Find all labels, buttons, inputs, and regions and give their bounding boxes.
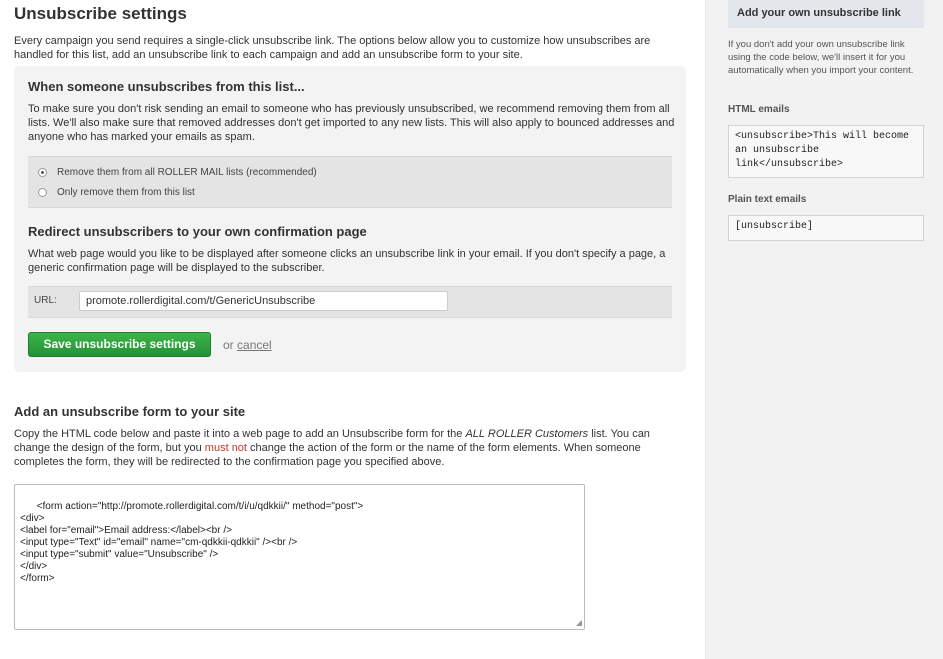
resize-grip-icon[interactable]: ◢ <box>575 618 582 627</box>
form-section-heading: Add an unsubscribe form to your site <box>14 404 246 419</box>
form-code: <form action="http://promote.rollerdigital.com/t/i/u/qdkkii/" method="post"> <div> <label for="email">Email address:</label><br /> <input type="Text" id="email" name="cm-qdkkii-qdkkii" /><br /> <input type="submit" value="Unsubscribe" /> </div> </form> <box>20 501 364 584</box>
list-name: ALL ROLLER Customers <box>465 428 589 440</box>
option-remove-all-label: Remove them from all ROLLER MAIL lists (recommended) <box>57 166 317 178</box>
page-intro: Every campaign you send requires a single-click unsubscribe link. The options below allow you to customize how unsubscribes are handled for this list, add an unsubscribe link to each campaign and add an unsubscribe form to your site. <box>14 35 651 61</box>
desc-part-1: Copy the HTML code below and paste it into a web page to add an Unsubscribe form for the <box>14 428 466 440</box>
form-code-textarea[interactable] <box>14 484 585 630</box>
redirect-heading: Redirect unsubscribers to your own confirmation page <box>28 224 367 239</box>
page-title: Unsubscribe settings <box>14 4 187 23</box>
url-row <box>28 286 672 318</box>
url-label: URL: <box>34 295 57 306</box>
html-emails-label: HTML emails <box>728 104 790 115</box>
option-remove-all[interactable] <box>38 165 317 179</box>
form-section-description <box>14 427 686 469</box>
desc-part-2: list. You can change the design of the form, but you <box>14 428 650 454</box>
radio-remove-all[interactable] <box>38 168 47 177</box>
desc-part-3: change the action of the form or the name of the form elements. When someone completes the form, they will be redirected to the confirmation page you specified above. <box>14 442 641 468</box>
unsubscribe-settings-panel <box>14 66 686 372</box>
sidebar-text: If you don't add your own unsubscribe link using the code below, we'll insert it for you automatically when you import your content. <box>728 39 914 76</box>
save-unsubscribe-settings-button[interactable]: Save unsubscribe settings <box>28 332 211 357</box>
unsubscribe-options <box>28 156 672 208</box>
cancel-link[interactable]: cancel <box>237 338 272 352</box>
option-remove-this-list-label: Only remove them from this list <box>57 186 195 198</box>
or-cancel <box>223 338 272 352</box>
plain-text-emails-label: Plain text emails <box>728 194 807 205</box>
or-text: or <box>223 338 234 352</box>
html-emails-code[interactable]: <unsubscribe>This will become an unsubscribe link</unsubscribe> <box>728 125 924 178</box>
unsubscribe-heading: When someone unsubscribes from this list... <box>28 79 305 94</box>
sidebar-heading: Add your own unsubscribe link <box>728 0 924 28</box>
redirect-url-input[interactable] <box>79 291 448 311</box>
option-remove-this-list[interactable] <box>38 185 195 199</box>
plain-text-emails-code[interactable]: [unsubscribe] <box>728 215 924 241</box>
sidebar <box>705 0 943 659</box>
redirect-description: What web page would you like to be displayed after someone clicks an unsubscribe link in your email. If you don't specify a page, a generic confirmation page will be displayed to the subscriber. <box>28 248 666 274</box>
unsubscribe-description: To make sure you don't risk sending an email to someone who has previously unsubscribed, we recommend removing them from all lists. We'll also make sure that removed addresses don't get imported to any new lists. This will also apply to bounced addresses and anyone who has marked your emails as spam. <box>28 103 675 143</box>
radio-remove-this-list[interactable] <box>38 188 47 197</box>
warning-text: must not <box>204 442 247 454</box>
